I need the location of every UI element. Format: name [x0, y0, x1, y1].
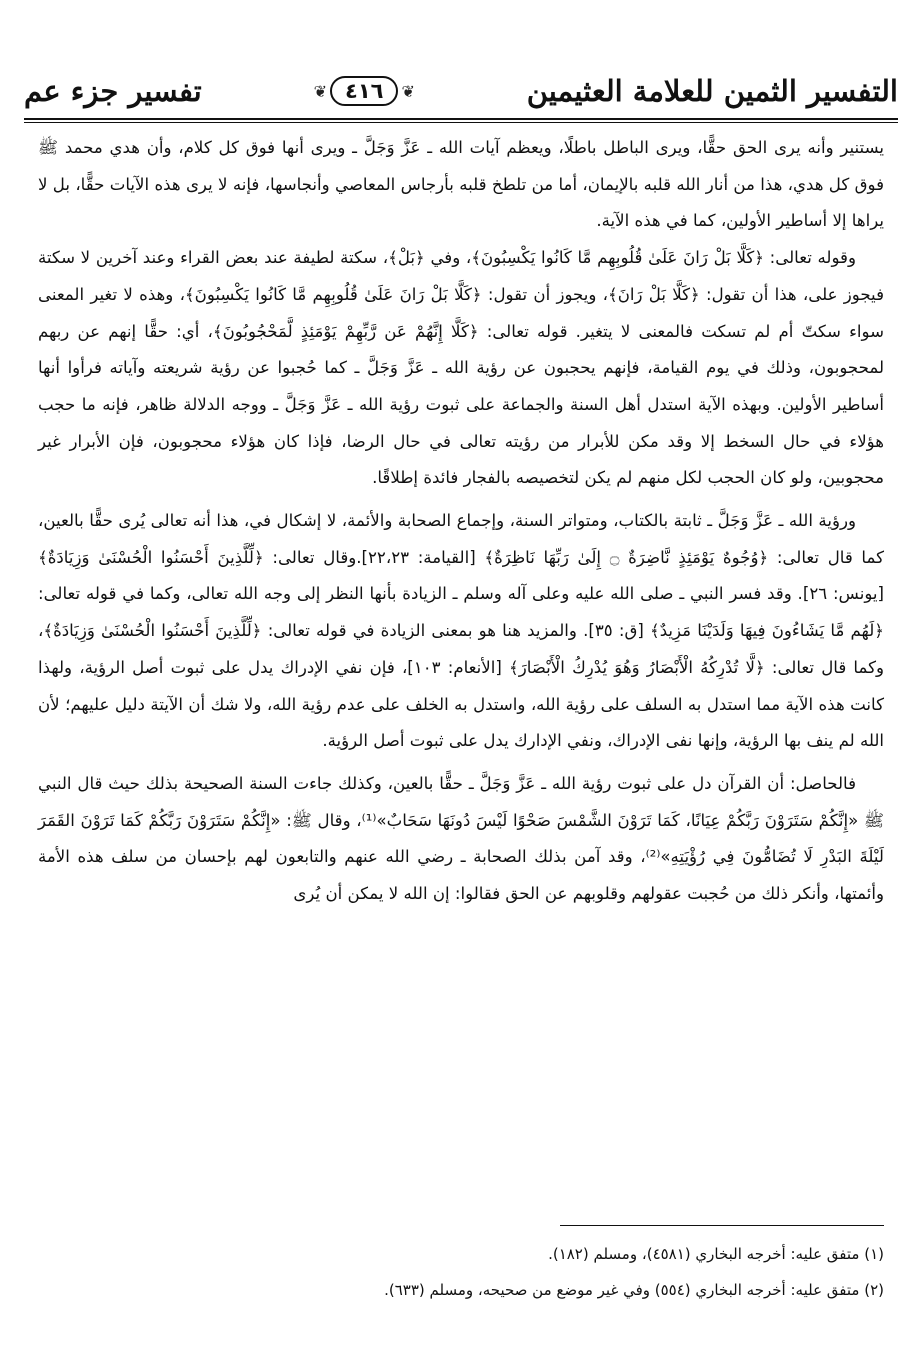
footnote: (١) متفق عليه: أخرجه البخاري (٤٥٨١)، ومسلم (١٨٢).: [548, 1245, 884, 1263]
paragraph: يستنير وأنه يرى الحق حقًّا، ويرى الباطل باطلًا، ويعظم آيات الله ـ عَزَّ وَجَلَّ ـ ويرى أنها فوق كل كلام، وأن هدي محمد ﷺ فوق كل هدي، هذا من أنار الله قلبه بالإيمان، أما من تلطخ قلبه بأرجاس المعاصي وأنجاسها، فإنه لا يرى هذه الآيات حقًّا، بل لا يراها إلا أساطير الأولين، كما في هذه الآية.: [38, 138, 884, 231]
page-number: ٤١٦: [330, 76, 398, 106]
paragraph: ورؤية الله ـ عَزَّ وَجَلَّ ـ ثابتة بالكتاب، ومتواتر السنة، وإجماع الصحابة والأئمة، لا إشكال في، هذا أنه تعالى يُرى حقًّا بالعين، كما قال تعالى: ﴿وُجُوهٌ يَوْمَئِذٍ نَّاضِرَةٌ ۝ إِلَىٰ رَبِّهَا نَاظِرَةٌ﴾ [القيامة: ٢٢،٢٣].وقال تعالى: ﴿لِّلَّذِينَ أَحْسَنُوا الْحُسْنَىٰ وَزِيَادَةٌ﴾ [يونس: ٢٦]. وقد فسر النبي ـ صلى الله عليه وعلى آله وسلم ـ الزيادة بأنها النظر إلى وجه الله تعالى، وكما في قوله تعالى: ﴿لَهُم مَّا يَشَاءُونَ فِيهَا وَلَدَيْنَا مَزِيدٌ﴾ [ق: ٣٥]. والمزيد هنا هو بمعنى الزيادة في قوله تعالى: ﴿لِّلَّذِينَ أَحْسَنُوا الْحُسْنَىٰ وَزِيَادَةٌ﴾، وكما قال تعالى: ﴿لَّا تُدْرِكُهُ الْأَبْصَارُ وَهُوَ يُدْرِكُ الْأَبْصَارَ﴾ [الأنعام: ١٠٣]، فإن نفي الإدراك يدل على ثبوت أصل الرؤية، ولهذا كانت هذه الآية مما استدل به السلف على رؤية الله، واستدل به الخلف على عدم رؤية الله، ولا شك أن الآيتة دليل عليهم؛ لأن الله لم ينف بها الرؤية، وإنها نفى الإدراك، ونفي الإدارك يدل على ثبوت أصل الرؤية.: [38, 511, 884, 751]
ornament-left-icon: ❦: [313, 81, 328, 101]
book-title: التفسير الثمين للعلامة العثيمين: [526, 74, 898, 108]
footnotes: [38, 1236, 884, 1308]
running-header: [24, 66, 898, 116]
paragraph: فالحاصل: أن القرآن دل على ثبوت رؤية الله ـ عَزَّ وَجَلَّ ـ حقًّا بالعين، وكذلك جاءت السنة الصحيحة بذلك حيث قال النبي ﷺ «إِنَّكُمْ سَتَرَوْنَ رَبَّكُمْ عِيَانًا، كَمَا تَرَوْنَ الشَّمْسَ صَحْوًا لَيْسَ دُونَهَا سَحَابٌ»⁽¹⁾، وقال ﷺ: «إِنَّكُمْ سَتَرَوْنَ رَبَّكُمْ كَمَا تَرَوْنَ القَمَرَ لَيْلَةَ البَدْرِ لَا تُضَامُّونَ فِي رُؤْيَتِهِ»⁽²⁾، وقد آمن بذلك الصحابة ـ رضي الله عنهم والتابعون لهم بإحسان من سلف هذه الأمة وأئمتها، وأنكر ذلك من حُجبت عقولهم وقلوبهم عن الحق فقالوا: إن الله لا يمكن أن يُرى: [38, 773, 884, 904]
ornament-right-icon: ❦: [401, 81, 415, 101]
footnote-rule: [560, 1225, 884, 1226]
section-title: تفسير جزء عم: [24, 74, 202, 108]
body-text: [38, 130, 884, 913]
header-rule: [24, 118, 898, 123]
footnote: (٢) متفق عليه: أخرجه البخاري (٥٥٤) وفي غير موضع من صحيحه، ومسلم (٦٣٣).: [384, 1281, 884, 1299]
page-number-cartouche: [311, 76, 418, 106]
paragraph: وقوله تعالى: ﴿كَلَّا بَلْ رَانَ عَلَىٰ قُلُوبِهِم مَّا كَانُوا يَكْسِبُونَ﴾، وفي ﴿بَلْ﴾، سكتة لطيفة عند بعض القراء وعند آخرين لا سكتة فيجوز على، هذا أن تقول: ﴿كَلَّا بَلْ رَانَ﴾، ويجوز أن تقول: ﴿كَلَّا بَلْ رَانَ عَلَىٰ قُلُوبِهِم مَّا كَانُوا يَكْسِبُونَ﴾، وهذه لا تغير المعنى سواء سكتّ أم لم تسكت فالمعنى لا يتغير. قوله تعالى: ﴿كَلَّا إِنَّهُمْ عَن رَّبِّهِمْ يَوْمَئِذٍ لَّمَحْجُوبُونَ﴾، أي: حقًّا إنهم عن ربهم لمحجوبون، وذلك في يوم القيامة، فإنهم يحجبون عن رؤية الله ـ عَزَّ وَجَلَّ ـ كما حُجبوا عن رؤية شريعته وآياته فرأوا أنها أساطير الأولين. وبهذه الآية استدل أهل السنة والجماعة على ثبوت رؤية الله ـ عَزَّ وَجَلَّ ـ ووجه الدلالة ظاهر، فإنه ما حجب هؤلاء في حال السخط إلا وقد مكن للأبرار من رؤيته تعالى في حال الرضا، فإذا كان هؤلاء محجوبون، فإن الأبرار غير محجوبين، ولو كان الحجب لكل منهم لم يكن لتخصيصه بالفجار فائدة إطلاقًا.: [38, 248, 884, 488]
